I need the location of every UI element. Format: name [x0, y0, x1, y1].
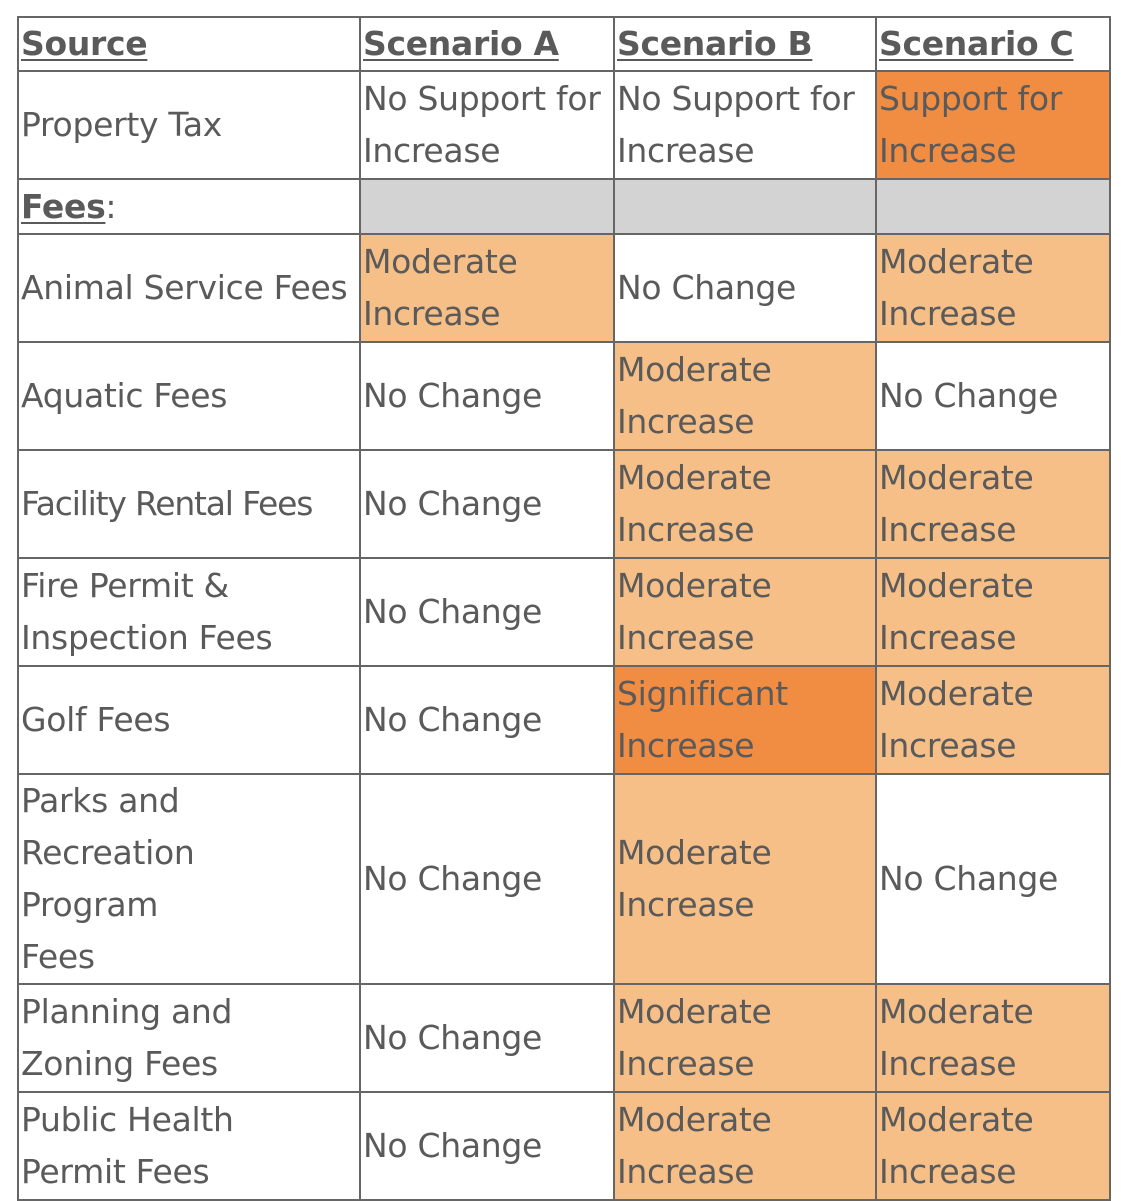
cell-scenario-a: No Change	[360, 1092, 614, 1200]
cell-scenario-a: Moderate Increase	[360, 234, 614, 342]
row-label: Parks and Recreation Program Fees	[18, 774, 360, 984]
section-filler-c	[876, 179, 1110, 234]
cell-scenario-a: No Support for Increase	[360, 71, 614, 179]
table-row	[18, 342, 1110, 450]
header-source: Source	[18, 17, 360, 71]
cell-scenario-b: Moderate Increase	[614, 558, 876, 666]
cell-scenario-c: No Change	[876, 774, 1110, 984]
cell-scenario-b: Moderate Increase	[614, 450, 876, 558]
cell-scenario-c: Moderate Increase	[876, 450, 1110, 558]
table-row	[18, 984, 1110, 1092]
row-label: Planning and Zoning Fees	[18, 984, 360, 1092]
fees-section-label: Fees:	[18, 179, 360, 234]
row-label: Aquatic Fees	[18, 342, 360, 450]
cell-scenario-c: Moderate Increase	[876, 666, 1110, 774]
cell-scenario-a: No Change	[360, 558, 614, 666]
cell-scenario-c: No Change	[876, 342, 1110, 450]
cell-scenario-b: No Support for Increase	[614, 71, 876, 179]
table-row	[18, 666, 1110, 774]
table-row	[18, 450, 1110, 558]
cell-scenario-a: No Change	[360, 666, 614, 774]
header-scenario-c: Scenario C	[876, 17, 1110, 71]
cell-scenario-c: Moderate Increase	[876, 984, 1110, 1092]
cell-scenario-a: No Change	[360, 450, 614, 558]
cell-scenario-c: Support for Increase	[876, 71, 1110, 179]
row-label: Property Tax	[18, 71, 360, 179]
table-row	[18, 774, 1110, 984]
cell-scenario-c: Moderate Increase	[876, 558, 1110, 666]
section-filler-b	[614, 179, 876, 234]
table-row	[18, 234, 1110, 342]
cell-scenario-c: Moderate Increase	[876, 234, 1110, 342]
header-scenario-b: Scenario B	[614, 17, 876, 71]
cell-scenario-a: No Change	[360, 984, 614, 1092]
row-label: Animal Service Fees	[18, 234, 360, 342]
cell-scenario-b: Moderate Increase	[614, 342, 876, 450]
cell-scenario-b: No Change	[614, 234, 876, 342]
cell-scenario-c: Moderate Increase	[876, 1092, 1110, 1200]
table-row	[18, 1092, 1110, 1200]
row-label: Fire Permit & Inspection Fees	[18, 558, 360, 666]
revenue-scenarios-table	[17, 16, 1111, 1201]
property-tax-row	[18, 71, 1110, 179]
table-row	[18, 558, 1110, 666]
cell-scenario-b: Moderate Increase	[614, 774, 876, 984]
cell-scenario-a: No Change	[360, 342, 614, 450]
section-filler-a	[360, 179, 614, 234]
cell-scenario-b: Moderate Increase	[614, 1092, 876, 1200]
cell-scenario-b: Moderate Increase	[614, 984, 876, 1092]
cell-scenario-a: No Change	[360, 774, 614, 984]
header-row	[18, 17, 1110, 71]
fees-section-row	[18, 179, 1110, 234]
header-scenario-a: Scenario A	[360, 17, 614, 71]
row-label: Public Health Permit Fees	[18, 1092, 360, 1200]
row-label: Facility Rental Fees	[18, 450, 360, 558]
row-label: Golf Fees	[18, 666, 360, 774]
cell-scenario-b: Significant Increase	[614, 666, 876, 774]
